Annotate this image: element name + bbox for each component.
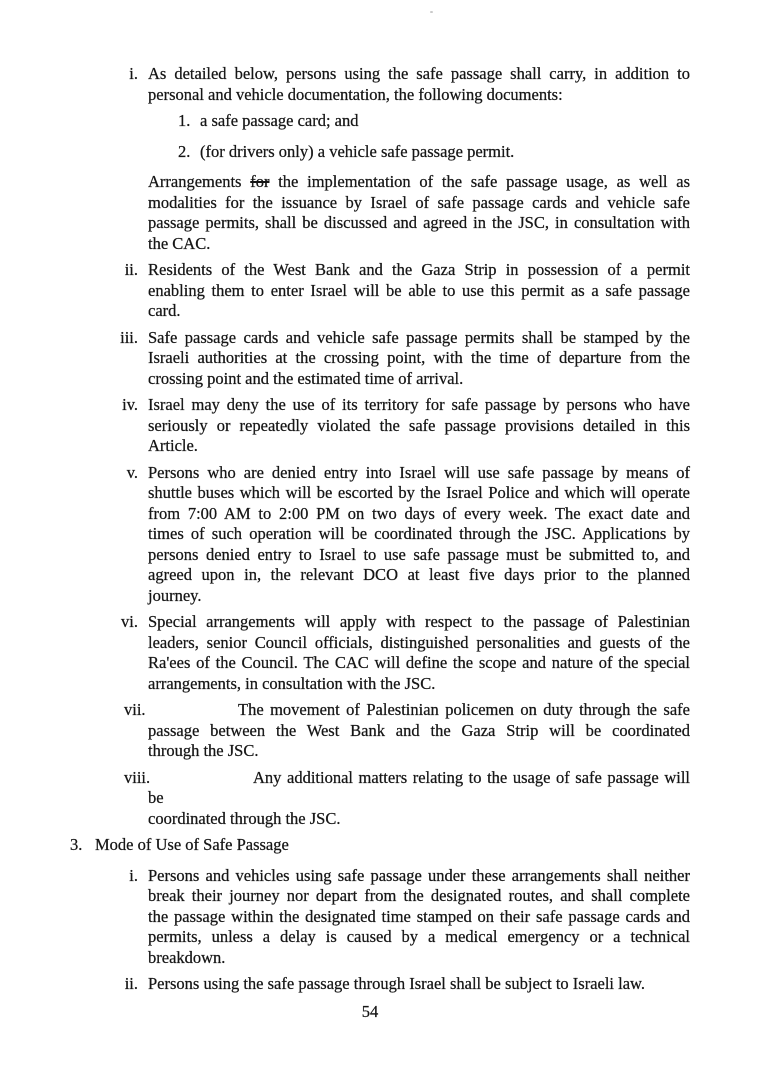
text-segment: leaders, senior Council officials, distinguished personalities and guests of the <box>148 632 690 652</box>
text-segment: shuttle buses which will be escorted by the Israel Police and which will operate <box>148 483 690 502</box>
list-marker: iii. <box>120 327 138 347</box>
text-line <box>148 193 690 214</box>
text-segment: permits, unless a delay is caused by a medical emergency or a technical <box>148 927 690 946</box>
list-marker: i. <box>129 865 138 885</box>
text-line <box>148 395 690 416</box>
text-segment: Persons using the safe passage through Israel shall be subject to Israeli law. <box>148 974 646 993</box>
block-text <box>148 172 690 254</box>
list-marker: ii. <box>124 974 138 993</box>
item-2-i-sub-1 <box>70 111 690 132</box>
text-segment: Special arrangements will apply with respect to the passage of Palestinian <box>148 612 690 631</box>
text-line <box>148 281 690 302</box>
text-line <box>148 809 690 830</box>
list-marker: iv. <box>122 395 138 414</box>
block-text <box>148 64 690 105</box>
item-3-ii <box>70 974 690 995</box>
item-2-vii <box>70 700 690 762</box>
item-2-i-continuation <box>70 172 690 254</box>
text-line <box>200 142 690 163</box>
text-segment: arrangements, in consultation with the JSC. <box>148 673 436 693</box>
text-segment: Persons and vehicles using safe passage under these arrangements shall neither <box>148 865 690 885</box>
block-text <box>148 768 690 830</box>
text-segment: personal and vehicle documentation, the following documents: <box>148 84 563 104</box>
block-text <box>200 142 690 163</box>
list-marker: i. <box>129 64 138 83</box>
text-segment: break their journey nor depart from the designated routes, and shall complete <box>148 886 690 905</box>
section-3-heading <box>70 835 690 856</box>
document-body <box>70 64 690 1001</box>
text-line <box>148 301 690 322</box>
text-line <box>148 260 690 281</box>
text-line <box>148 974 690 995</box>
text-line <box>148 64 690 85</box>
block-text <box>148 700 690 762</box>
text-line <box>148 524 690 545</box>
text-line <box>148 234 690 255</box>
item-2-v <box>70 463 690 607</box>
text-line <box>148 653 690 674</box>
text-segment: crossing point and the estimated time of arrival. <box>148 368 464 388</box>
item-2-ii <box>70 260 690 322</box>
text-line <box>148 213 690 234</box>
text-segment: Arrangements <box>148 172 251 191</box>
text-segment: Safe passage cards and vehicle safe passage permits shall be stamped by the <box>148 327 690 347</box>
list-marker: vii. <box>124 700 146 719</box>
text-segment: breakdown. <box>148 947 226 967</box>
text-line <box>148 741 690 762</box>
text-segment: persons denied entry to Israel to use safe passage must be submitted to, and <box>148 544 690 564</box>
item-2-vi <box>70 612 690 694</box>
block-text <box>148 866 690 969</box>
text-segment: the passage within the designated time stamped on their safe passage cards and <box>148 906 690 926</box>
text-line <box>148 886 690 907</box>
text-line <box>148 907 690 928</box>
text-line <box>148 328 690 349</box>
list-marker: 2. <box>178 141 191 161</box>
text-line <box>148 463 690 484</box>
text-segment: enabling them to enter Israel will be able to use this permit as a safe passage <box>148 280 690 300</box>
text-line <box>148 948 690 969</box>
text-line <box>148 504 690 525</box>
text-segment: passage between the West Bank and the Gaza Strip will be coordinated <box>148 720 690 740</box>
block-text <box>148 612 690 694</box>
text-line <box>148 85 690 106</box>
text-segment: The movement of Palestinian policemen on duty through the safe <box>238 700 690 719</box>
text-line <box>148 927 690 948</box>
item-2-iv <box>70 395 690 457</box>
text-segment: card. <box>148 301 181 320</box>
text-segment: Article. <box>148 436 198 455</box>
text-line <box>148 674 690 695</box>
list-marker: 1. <box>178 111 191 130</box>
page-number: 54 <box>361 1002 379 1021</box>
item-2-iii <box>70 328 690 390</box>
item-3-i <box>70 866 690 969</box>
text-segment: the implementation of the safe passage usage, as well as <box>269 172 690 191</box>
text-segment: Israeli authorities at the crossing point, with the time of departure from the <box>148 348 690 367</box>
text-line <box>148 348 690 369</box>
text-line <box>148 436 690 457</box>
block-text <box>148 463 690 607</box>
text-segment: through the JSC. <box>148 741 259 760</box>
text-segment: journey. <box>148 585 202 605</box>
block-text <box>200 111 690 132</box>
block-text <box>148 974 690 995</box>
text-line <box>148 545 690 566</box>
scan-artifact <box>430 11 433 13</box>
list-marker: v. <box>126 462 138 482</box>
section-title: Mode of Use of Safe Passage <box>95 835 289 854</box>
list-marker: ii. <box>124 260 138 279</box>
item-2-viii <box>70 768 690 830</box>
text-line <box>148 866 690 887</box>
list-marker: viii. <box>124 767 151 787</box>
list-marker: vi. <box>121 612 138 631</box>
text-line <box>200 111 690 132</box>
text-segment: Ra'ees of the Council. The CAC will define the scope and nature of the special <box>148 653 690 672</box>
text-segment: agreed upon in, the relevant DCO at least five days prior to the planned <box>148 565 690 584</box>
text-line <box>148 633 690 654</box>
text-line <box>148 483 690 504</box>
text-line <box>148 416 690 437</box>
text-segment: Any additional matters relating to the usage of safe passage will be <box>148 767 690 807</box>
block-text <box>148 328 690 390</box>
text-segment: a safe passage card; and <box>200 111 359 130</box>
text-segment: Persons who are denied entry into Israel will use safe passage by means of <box>148 462 690 482</box>
text-segment: from 7:00 AM to 2:00 PM on two days of every week. The exact date and <box>148 503 690 523</box>
text-segment: As detailed below, persons using the safe passage shall carry, in addition to <box>148 64 690 83</box>
block-text <box>148 260 690 322</box>
text-segment: modalities for the issuance by Israel of safe passage cards and vehicle safe <box>148 192 690 212</box>
text-segment: seriously or repeatedly violated the safe passage provisions detailed in this <box>148 415 690 435</box>
item-2-i-sub-2 <box>70 142 690 163</box>
text-line <box>148 369 690 390</box>
text-segment: times of such operation will be coordinated through the JSC. Applications by <box>148 524 690 543</box>
text-segment: Residents of the West Bank and the Gaza Strip in possession of a permit <box>148 260 690 279</box>
block-text <box>148 395 690 457</box>
section-number: 3. <box>70 835 83 854</box>
text-segment: passage permits, shall be discussed and agreed in the JSC, in consultation with <box>148 213 690 232</box>
item-2-i <box>70 64 690 105</box>
text-line <box>148 565 690 586</box>
text-line <box>148 768 690 809</box>
text-line <box>148 612 690 633</box>
text-line <box>148 700 690 721</box>
text-line <box>148 172 690 193</box>
struck-word: for <box>250 172 270 191</box>
text-segment: coordinated through the JSC. <box>148 808 341 828</box>
text-line <box>148 586 690 607</box>
text-segment: the CAC. <box>148 233 211 253</box>
text-segment: (for drivers only) a vehicle safe passage permit. <box>200 141 515 161</box>
text-segment: Israel may deny the use of its territory for safe passage by persons who have <box>148 395 690 414</box>
text-line <box>148 721 690 742</box>
